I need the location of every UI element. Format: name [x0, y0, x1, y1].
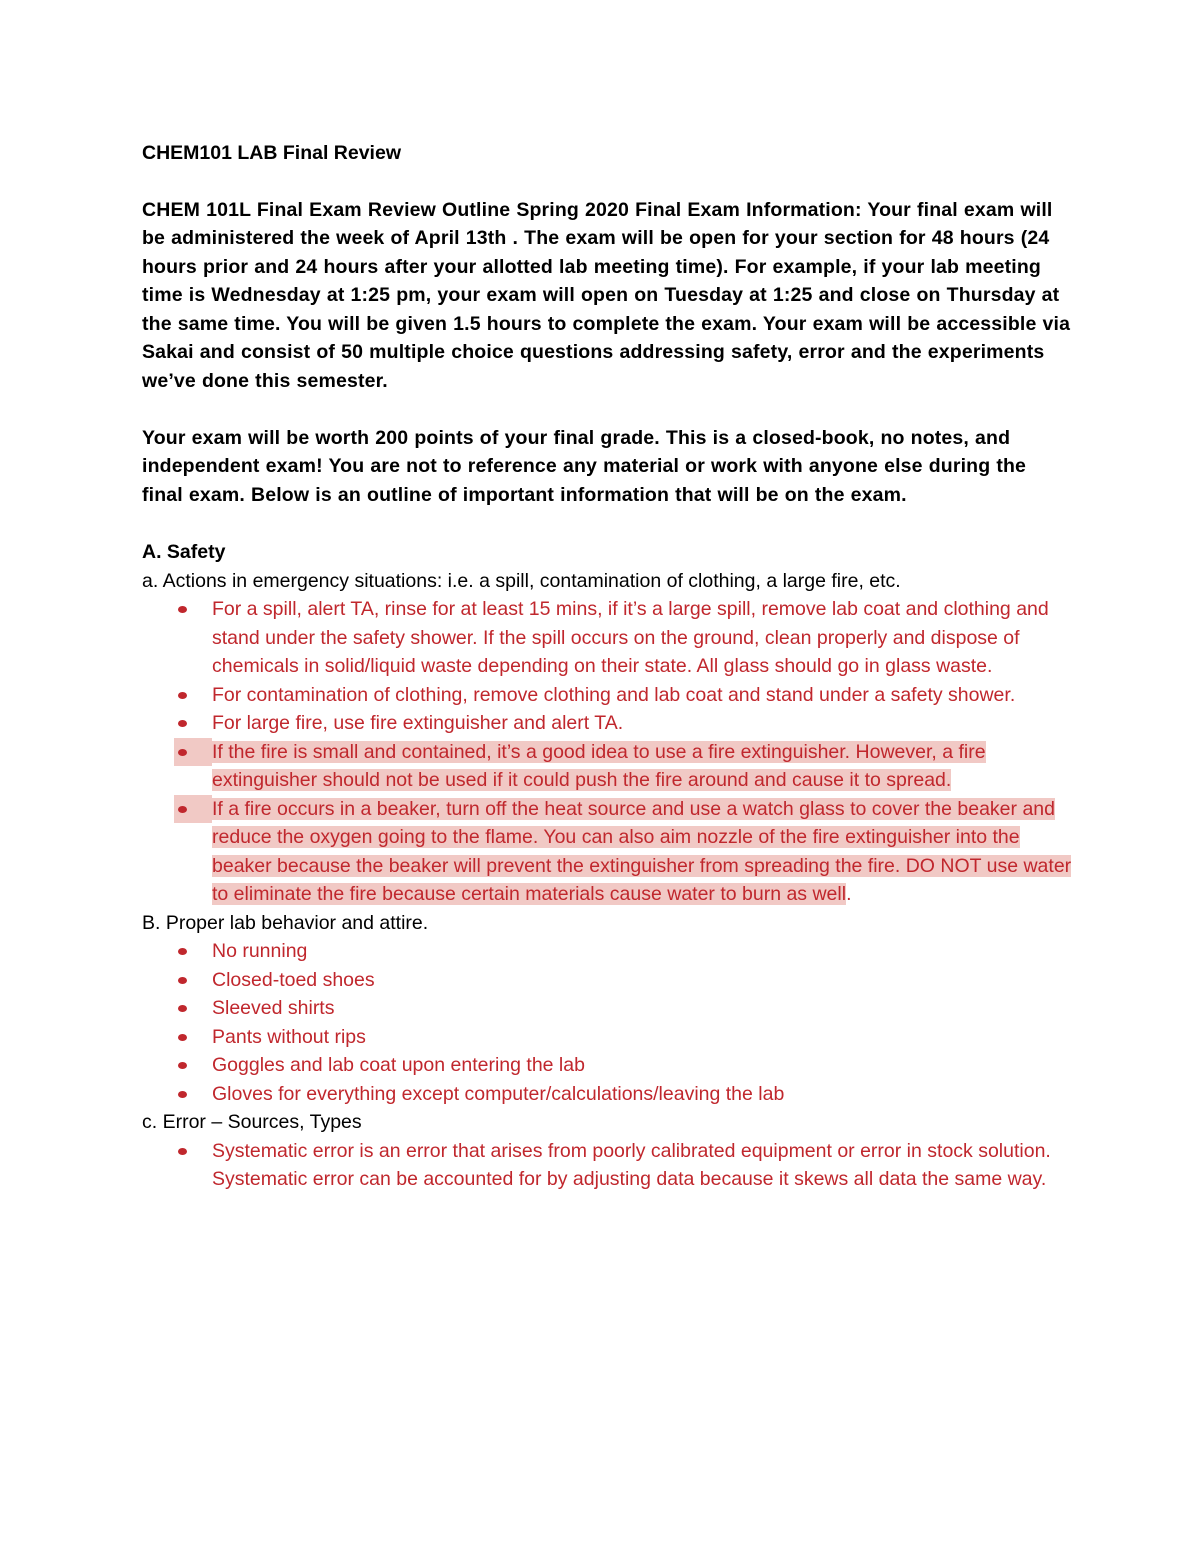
subsection-error-label: c. Error – Sources, Types: [142, 1111, 362, 1134]
bullet-dot-icon: [178, 1062, 187, 1069]
list-item-highlighted: [142, 795, 1072, 909]
list-item: [142, 709, 1072, 738]
bullet-text: No running: [212, 940, 308, 963]
bullet-dot-icon: [178, 720, 187, 727]
bullet-dot-icon: [178, 1005, 187, 1012]
bullet-text: Gloves for everything except computer/calculations/leaving the lab: [212, 1082, 785, 1105]
emergency-bullet-list: [142, 595, 1072, 909]
bullet-dot-icon: [178, 606, 187, 613]
bullet-text: For a spill, alert TA, rinse for at least 15 mins, if it’s a large spill, remove lab coat and clothing and stand under the safety shower. If the spill occurs on the ground, clean properly and dispose of chemicals in solid/liquid waste depending on their state. All glass should go in glass waste.: [212, 598, 1049, 678]
subsection-emergency-label: a. Actions in emergency situations: i.e. a spill, contamination of clothing, a large fire, etc.: [142, 569, 901, 592]
bullet-dot-icon: [178, 1091, 187, 1098]
document-title: CHEM101 LAB Final Review: [142, 142, 401, 164]
bullet-text: If the fire is small and contained, it’s a good idea to use a fire extinguisher. However, a fire extinguisher should not be used if it could push the fire around and cause it to spread.: [212, 740, 986, 792]
list-item: [142, 937, 1072, 966]
bullet-text: If a fire occurs in a beaker, turn off the heat source and use a watch glass to cover the beaker and reduce the oxygen going to the flame. You can also aim nozzle of the fire extinguisher into the beaker because the beaker will prevent the extinguisher from spreading the fire. DO NOT use water to eliminate the fire because certain materials cause water to burn as well: [212, 797, 1072, 906]
bullet-text: For contamination of clothing, remove clothing and lab coat and stand under a safety shower.: [212, 683, 1016, 706]
bullet-text: Pants without rips: [212, 1025, 366, 1048]
bullet-dot-icon: [178, 806, 187, 813]
bullet-text: Goggles and lab coat upon entering the lab: [212, 1054, 585, 1077]
bullet-text: Sleeved shirts: [212, 997, 335, 1020]
behavior-bullet-list: [142, 937, 1072, 1108]
bullet-dot-icon: [178, 692, 187, 699]
document-page: [142, 139, 1072, 1194]
intro-paragraph-2: Your exam will be worth 200 points of your final grade. This is a closed-book, no notes, and independent exam! You are not to reference any material or work with anyone else during the final exam. Below is an outline of important information that will be on the exam.: [142, 426, 1027, 506]
bullet-dot-icon: [178, 1034, 187, 1041]
bullet-dot-icon: [178, 948, 187, 955]
list-item: [142, 681, 1072, 710]
bullet-text-tail: .: [846, 883, 852, 906]
bullet-text: For large fire, use fire extinguisher and alert TA.: [212, 712, 624, 735]
bullet-dot-icon: [178, 1148, 187, 1155]
intro-paragraph-1: CHEM 101L Final Exam Review Outline Spring 2020 Final Exam Information: Your final exam will be administered the week of April 13th . The exam will be open for your section for 48 hours (24 hours prior and 24 hours after your allotted lab meeting time). For example, if your lab meeting time is Wednesday at 1:25 pm, your exam will open on Tuesday at 1:25 and close on Thursday at the same time. You will be given 1.5 hours to complete the exam. Your exam will be accessible via Sakai and consist of 50 multiple choice questions addressing safety, error and the experiments we’ve done this semester.: [142, 198, 1071, 393]
subsection-behavior-label: B. Proper lab behavior and attire.: [142, 911, 429, 934]
list-item: [142, 595, 1072, 681]
list-item: [142, 1051, 1072, 1080]
bullet-text: Closed-toed shoes: [212, 968, 375, 991]
list-item: [142, 1137, 1072, 1194]
list-item: [142, 994, 1072, 1023]
list-item: [142, 966, 1072, 995]
error-bullet-list: [142, 1137, 1072, 1194]
list-item: [142, 1080, 1072, 1109]
list-item: [142, 1023, 1072, 1052]
list-item-highlighted: [142, 738, 1072, 795]
bullet-dot-icon: [178, 749, 187, 756]
bullet-text: Systematic error is an error that arises from poorly calibrated equipment or error in stock solution. Systematic error can be accounted for by adjusting data because it skews all data the same way.: [212, 1139, 1051, 1191]
bullet-dot-icon: [178, 977, 187, 984]
section-heading-safety: A. Safety: [142, 541, 226, 564]
